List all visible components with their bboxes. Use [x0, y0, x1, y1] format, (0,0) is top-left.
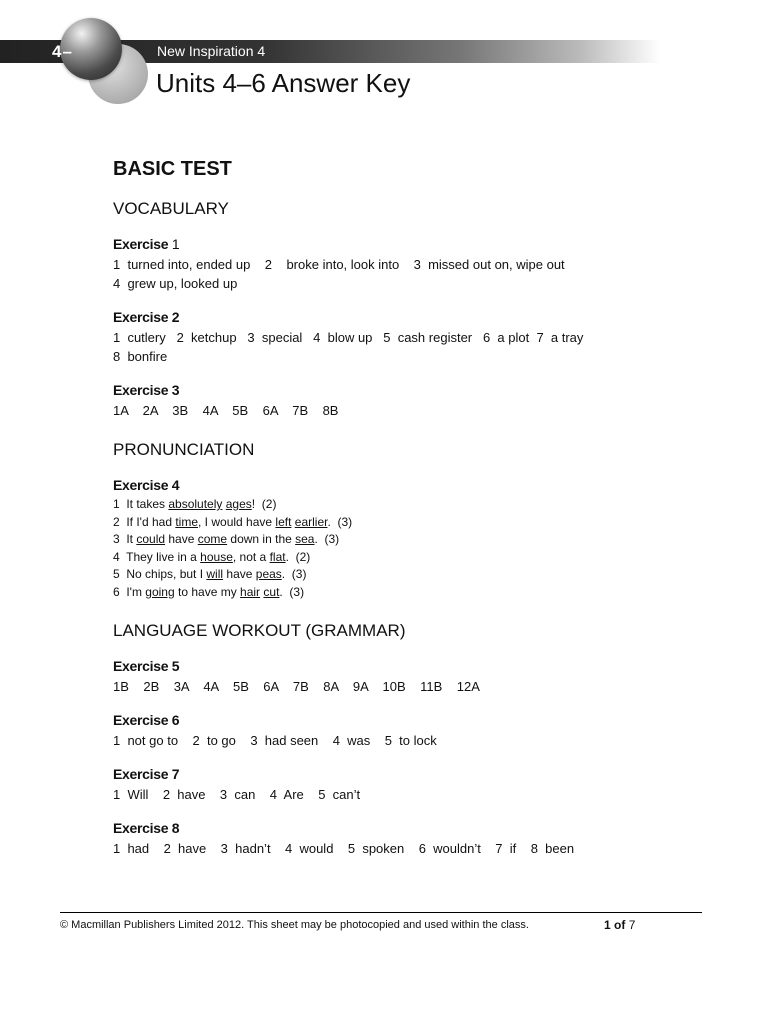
stressed-word: sea [295, 532, 315, 546]
stressed-word: left [275, 514, 292, 529]
answer-line: 1 cutlery 2 ketchup 3 special 4 blow up 5 cash register 6 a plot 7 a tray [113, 330, 584, 345]
section-title-grammar: LANGUAGE WORKOUT (GRAMMAR) [113, 621, 406, 640]
answer-line: 1 had 2 have 3 hadn’t 4 would 5 spoken 6 wouldn’t 7 if 8 been [113, 841, 575, 856]
test-title: BASIC TEST [113, 158, 232, 180]
stressed-word: cut [263, 584, 280, 599]
section-title-vocabulary: VOCABULARY [113, 199, 229, 218]
stressed-word: will [206, 567, 224, 581]
exercise-2 [113, 309, 713, 366]
series-name: New Inspiration 4 [157, 43, 266, 59]
pronunciation-line: 2 If I'd had time, I would have left earlier. (3) [113, 514, 353, 529]
stressed-word: time [175, 514, 199, 529]
exercise-heading: Exercise 4 [113, 477, 180, 493]
pronunciation-line: 4 They live in a house, not a flat. (2) [113, 549, 311, 564]
exercise-heading: Exercise 6 [113, 712, 180, 728]
footer-divider [60, 912, 702, 913]
stressed-word: flat [269, 549, 286, 564]
answer-key-content [113, 158, 713, 874]
unit-label: 4– [52, 42, 73, 61]
answer-line: 8 bonfire [113, 349, 168, 364]
exercise-3 [113, 382, 713, 420]
stressed-word: could [136, 532, 166, 546]
exercise-1 [113, 236, 713, 293]
exercise-heading: Exercise 7 [113, 766, 180, 782]
exercise-heading: Exercise 3 [113, 382, 180, 398]
footer-copyright: © Macmillan Publishers Limited 2012. This sheet may be photocopied and used within the class. [60, 919, 529, 931]
stressed-word: peas [255, 567, 282, 581]
stressed-word: come [197, 532, 228, 546]
page-number: 1 of 7 [604, 918, 636, 932]
exercise-heading: Exercise 2 [113, 309, 180, 325]
stressed-word: earlier [294, 514, 328, 529]
answer-line: 1 Will 2 have 3 can 4 Are 5 can’t [113, 787, 361, 802]
stressed-word: ages [225, 497, 252, 511]
section-title-pronunciation: PRONUNCIATION [113, 440, 255, 459]
answer-line: 4 grew up, looked up [113, 276, 238, 291]
stressed-word: hair [240, 584, 261, 599]
exercise-7 [113, 766, 713, 804]
pronunciation-line: 5 No chips, but I will have peas. (3) [113, 567, 307, 581]
answer-line: 1A 2A 3B 4A 5B 6A 7B 8B [113, 403, 339, 418]
document-title: Units 4–6 Answer Key [156, 68, 411, 98]
pronunciation-line: 3 It could have come down in the sea. (3) [113, 532, 340, 546]
exercise-heading: Exercise 1 [113, 236, 180, 252]
exercise-heading: Exercise 5 [113, 658, 180, 674]
exercise-4 [113, 477, 713, 601]
stressed-word: absolutely [168, 497, 223, 511]
exercise-heading: Exercise 8 [113, 820, 180, 836]
exercise-8 [113, 820, 713, 858]
answer-line: 1 not go to 2 to go 3 had seen 4 was 5 to lock [113, 733, 437, 748]
answer-line: 1B 2B 3A 4A 5B 6A 7B 8A 9A 10B 11B 12A [113, 679, 480, 694]
exercise-6 [113, 712, 713, 750]
answer-line: 1 turned into, ended up 2 broke into, look into 3 missed out on, wipe out [113, 257, 565, 272]
exercise-5 [113, 658, 713, 696]
stressed-word: house [200, 549, 233, 564]
pronunciation-line: 1 It takes absolutely ages! (2) [113, 497, 277, 511]
stressed-word: going [145, 584, 175, 599]
pronunciation-line: 6 I'm going to have my hair cut. (3) [113, 584, 305, 599]
